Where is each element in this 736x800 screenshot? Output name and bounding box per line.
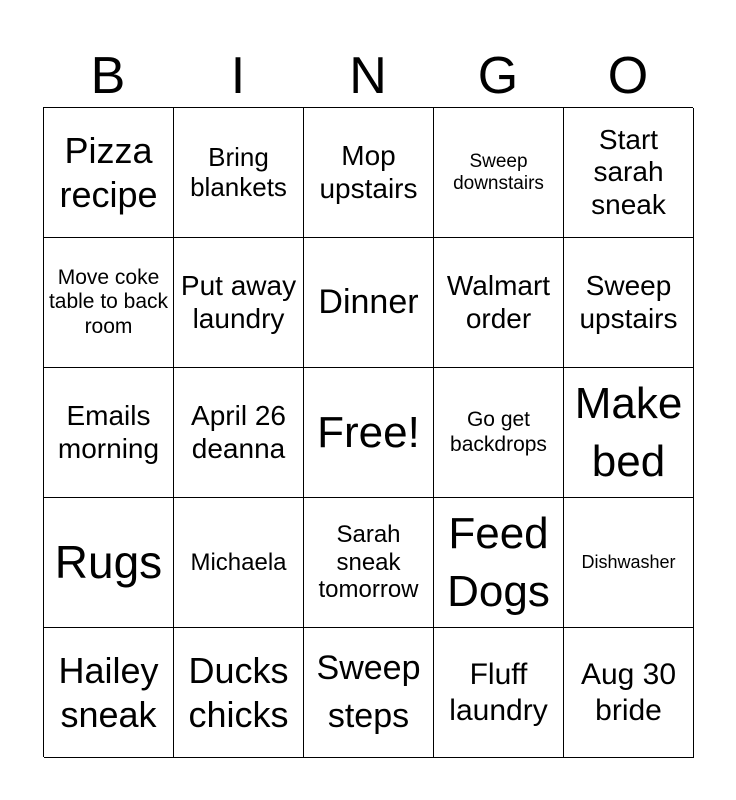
header-letter-g: G bbox=[477, 47, 519, 105]
bingo-cell[interactable] bbox=[174, 368, 304, 498]
bingo-cell[interactable] bbox=[434, 628, 564, 758]
bingo-cell-text: Hailey sneak bbox=[58, 650, 159, 735]
bingo-cell-text: Sweep downstairs bbox=[453, 150, 544, 194]
bingo-cell[interactable] bbox=[174, 498, 304, 628]
bingo-cell-text: Make bed bbox=[574, 379, 683, 486]
bingo-card-grid bbox=[43, 107, 693, 757]
header-letter-n: N bbox=[349, 47, 387, 105]
bingo-cell[interactable] bbox=[44, 368, 174, 498]
bingo-cell-text: Put away laundry bbox=[180, 270, 297, 334]
bingo-cell[interactable] bbox=[44, 108, 174, 238]
bingo-cell[interactable] bbox=[174, 628, 304, 758]
header-letter-i: I bbox=[230, 47, 246, 105]
bingo-cell-text: Sweep steps bbox=[316, 648, 421, 735]
bingo-cell-text: Rugs bbox=[54, 535, 163, 588]
bingo-cell[interactable] bbox=[564, 108, 694, 238]
bingo-cell-text: Start sarah sneak bbox=[591, 124, 666, 220]
bingo-cell[interactable] bbox=[304, 498, 434, 628]
bingo-cell[interactable] bbox=[44, 238, 174, 368]
bingo-cell-text: Aug 30 bride bbox=[580, 657, 677, 727]
bingo-cell[interactable] bbox=[44, 628, 174, 758]
bingo-cell[interactable] bbox=[434, 368, 564, 498]
bingo-cell[interactable] bbox=[434, 498, 564, 628]
bingo-cell-text: Free! bbox=[317, 407, 420, 457]
bingo-cell[interactable] bbox=[304, 628, 434, 758]
bingo-cell[interactable] bbox=[304, 108, 434, 238]
bingo-cell-free-space[interactable] bbox=[304, 368, 434, 498]
bingo-cell[interactable] bbox=[304, 238, 434, 368]
bingo-cell-text: Walmart order bbox=[446, 270, 551, 334]
bingo-header bbox=[43, 45, 693, 107]
bingo-cell[interactable] bbox=[564, 238, 694, 368]
bingo-cell-text: Ducks chicks bbox=[188, 650, 289, 735]
header-letter-b: B bbox=[90, 47, 126, 105]
bingo-cell-text: Dinner bbox=[318, 282, 419, 321]
bingo-cell[interactable] bbox=[174, 238, 304, 368]
bingo-cell[interactable] bbox=[434, 108, 564, 238]
bingo-cell[interactable] bbox=[564, 368, 694, 498]
bingo-cell-text: April 26 deanna bbox=[191, 400, 286, 464]
bingo-cell[interactable] bbox=[564, 628, 694, 758]
bingo-cell-text: Sarah sneak tomorrow bbox=[318, 521, 419, 604]
bingo-cell[interactable] bbox=[174, 108, 304, 238]
bingo-cell-text: Michaela bbox=[190, 548, 287, 576]
bingo-cell-text: Emails morning bbox=[57, 400, 160, 464]
bingo-cell-text: Bring blankets bbox=[190, 141, 287, 202]
bingo-cell-text: Sweep upstairs bbox=[579, 270, 678, 334]
bingo-cell-text: Go get backdrops bbox=[450, 408, 547, 456]
bingo-cell-text: Dishwasher bbox=[581, 552, 676, 573]
header-letter-o: O bbox=[607, 47, 649, 105]
bingo-cell-text: Feed Dogs bbox=[447, 509, 550, 616]
bingo-cell[interactable] bbox=[44, 498, 174, 628]
bingo-cell[interactable] bbox=[434, 238, 564, 368]
bingo-cell[interactable] bbox=[564, 498, 694, 628]
bingo-cell-text: Pizza recipe bbox=[59, 130, 158, 215]
bingo-cell-text: Mop upstairs bbox=[319, 140, 418, 204]
bingo-cell-text: Fluff laundry bbox=[449, 657, 548, 727]
bingo-cell-text: Move coke table to back room bbox=[48, 266, 169, 338]
